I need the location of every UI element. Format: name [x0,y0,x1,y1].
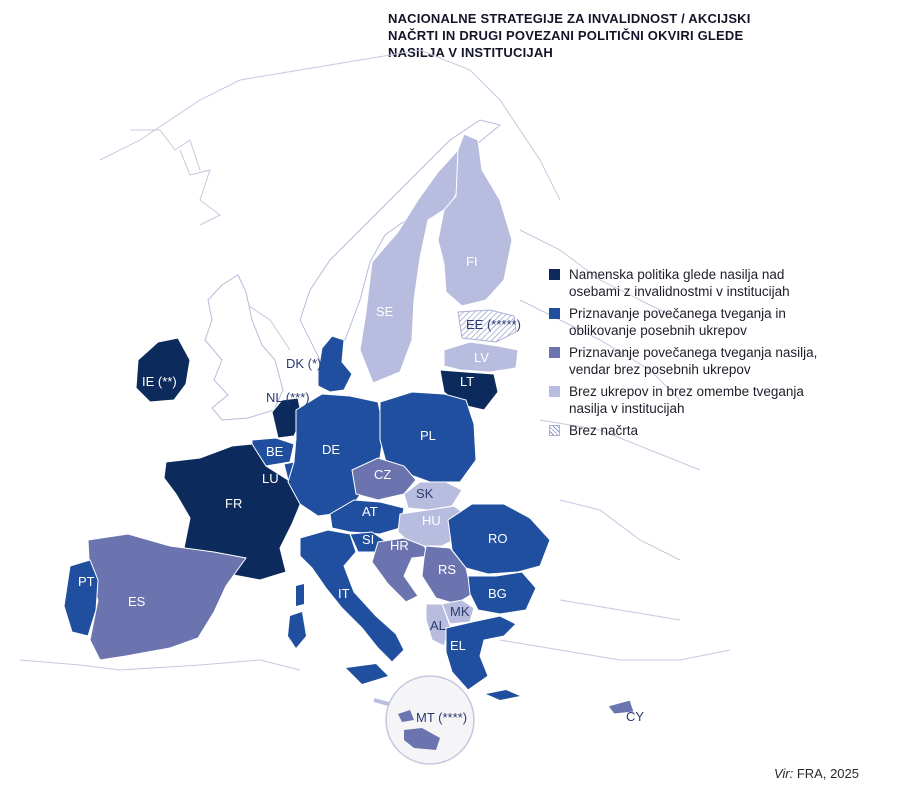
country-el [446,616,516,690]
legend-label: osebami z invalidnostmi v institucijah [569,284,790,299]
corsica [296,584,304,606]
legend-label: vendar brez posebnih ukrepov [569,362,751,377]
legend-item [547,383,867,417]
label-cz: CZ [374,467,392,482]
label-pl: PL [420,428,436,443]
label-es: ES [128,594,146,609]
label-ie: IE (**) [142,374,177,389]
label-ee: EE (*****) [466,317,521,332]
label-mt: MT (****) [416,710,468,725]
label-cy: CY [626,709,645,724]
legend-swatch [549,386,560,397]
legend-label: Priznavanje povečanega tveganja nasilja, [569,345,818,360]
legend-label: oblikovanje posebnih ukrepov [569,323,747,338]
title-line: NACIONALNE STRATEGIJE ZA INVALIDNOST / AKCIJSKI [388,11,751,26]
legend-swatch [549,269,560,280]
map-legend [547,266,867,444]
title-line: NAČRTI IN DRUGI POVEZANI POLITIČNI OKVIRI GLEDE [388,28,744,43]
legend-swatch [549,308,560,319]
label-mk: MK [450,604,470,619]
legend-swatch-hatch [549,425,560,436]
legend-label: Priznavanje povečanega tveganja in [569,306,786,321]
label-dk: DK (*) [286,356,322,371]
legend-label: Brez ukrepov in brez omembe tveganja [569,384,804,399]
label-hu: HU [422,513,441,528]
label-pt: PT [78,574,95,589]
label-it: IT [338,586,350,601]
label-al: AL [430,618,446,633]
label-se: SE [376,304,394,319]
label-be: BE [266,444,284,459]
country-it-sicily [346,664,388,684]
country-it-sardinia [288,612,306,648]
label-hr: HR [390,538,409,553]
legend-swatch [549,347,560,358]
label-lt: LT [460,374,475,389]
source-note [774,766,859,781]
label-ro: RO [488,531,508,546]
legend-item [547,344,867,378]
legend-label: nasilja v institucijah [569,401,685,416]
label-de: DE [322,442,341,457]
label-nl: NL (***) [266,390,310,405]
country-ie [136,338,190,402]
legend-label: Namenska politika glede nasilja nad [569,267,785,282]
legend-item [547,422,867,439]
legend-item [547,305,867,339]
source-prefix: Vir: [773,766,794,781]
label-rs: RS [438,562,457,577]
label-fi: FI [466,254,478,269]
label-fr: FR [225,496,243,511]
label-lu: LU [262,471,279,486]
legend-item [547,266,867,300]
label-si: SI [362,532,375,547]
label-lv: LV [474,350,489,365]
source-text: FRA, 2025 [796,766,859,781]
label-el: EL [450,638,466,653]
legend-label: Brez načrta [569,423,639,438]
country-el-crete [486,690,520,700]
label-sk: SK [416,486,434,501]
title-line: NASILJA V INSTITUCIJAH [388,45,553,60]
label-at: AT [362,504,378,519]
label-bg: BG [488,586,507,601]
